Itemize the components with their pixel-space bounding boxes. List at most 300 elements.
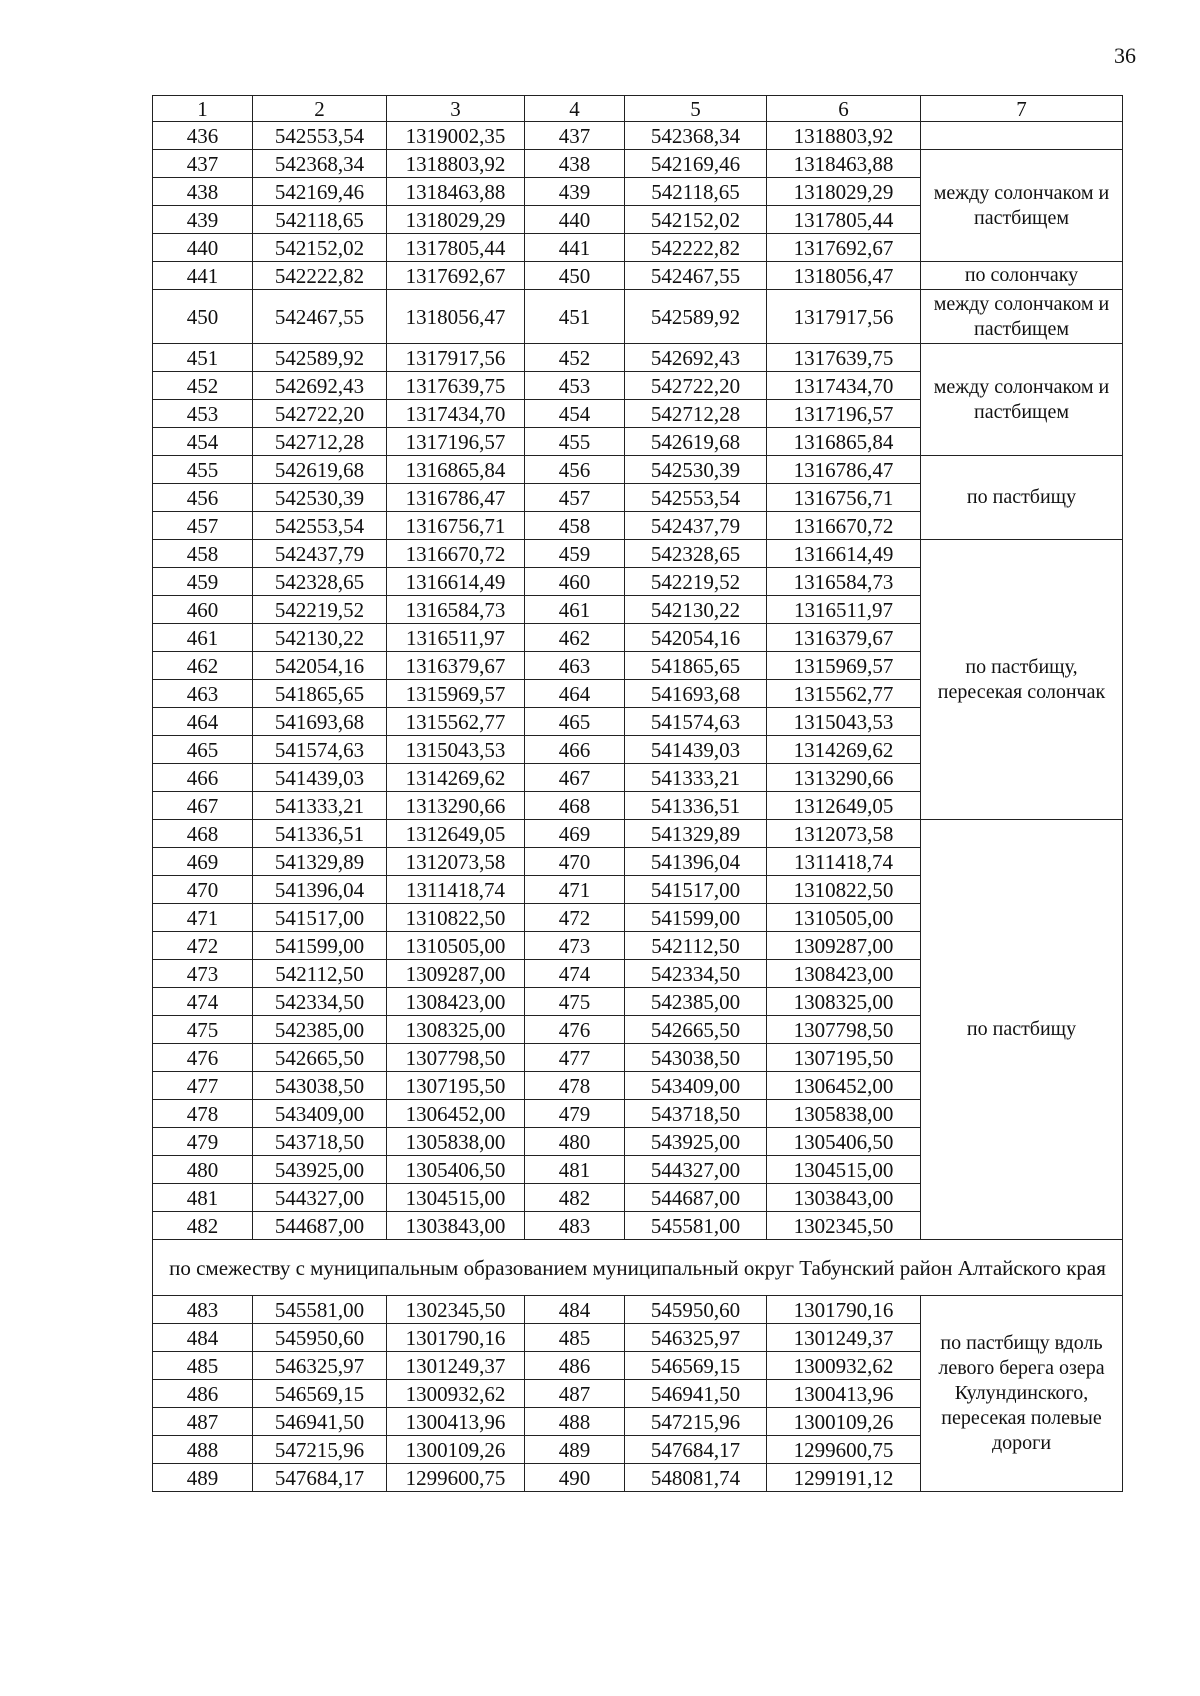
point-to-cell: 438 [525,150,625,178]
x-from-cell: 541517,00 [253,904,387,932]
y-from-cell: 1313290,66 [387,792,525,820]
x-from-cell: 542334,50 [253,988,387,1016]
x-from-cell: 542619,68 [253,456,387,484]
y-to-cell: 1316865,84 [767,428,921,456]
point-to-cell: 454 [525,400,625,428]
y-to-cell: 1316786,47 [767,456,921,484]
x-from-cell: 546941,50 [253,1408,387,1436]
x-to-cell: 547215,96 [625,1408,767,1436]
section-heading-row [153,1240,1123,1296]
point-from-cell: 489 [153,1464,253,1492]
x-to-cell: 541599,00 [625,904,767,932]
y-from-cell: 1310505,00 [387,932,525,960]
x-from-cell: 542169,46 [253,178,387,206]
x-from-cell: 542712,28 [253,428,387,456]
y-to-cell: 1316511,97 [767,596,921,624]
boundary-description-cell [921,122,1123,150]
x-from-cell: 542692,43 [253,372,387,400]
y-to-cell: 1306452,00 [767,1072,921,1100]
x-to-cell: 542530,39 [625,456,767,484]
point-to-cell: 453 [525,372,625,400]
y-to-cell: 1300413,96 [767,1380,921,1408]
y-to-cell: 1313290,66 [767,764,921,792]
point-from-cell: 481 [153,1184,253,1212]
point-to-cell: 465 [525,708,625,736]
x-from-cell: 544687,00 [253,1212,387,1240]
point-from-cell: 459 [153,568,253,596]
x-from-cell: 542112,50 [253,960,387,988]
point-to-cell: 450 [525,262,625,290]
y-to-cell: 1317805,44 [767,206,921,234]
boundary-description-cell: по пастбищу [921,820,1123,1240]
point-to-cell: 484 [525,1296,625,1324]
point-from-cell: 485 [153,1352,253,1380]
x-to-cell: 546569,15 [625,1352,767,1380]
y-to-cell: 1312073,58 [767,820,921,848]
y-to-cell: 1303843,00 [767,1184,921,1212]
x-to-cell: 543718,50 [625,1100,767,1128]
section-heading: по смежеству с муниципальным образованием муниципальный округ Табунский район Алтайского края [153,1240,1123,1296]
point-to-cell: 489 [525,1436,625,1464]
x-from-cell: 547684,17 [253,1464,387,1492]
x-from-cell: 542368,34 [253,150,387,178]
point-to-cell: 474 [525,960,625,988]
y-to-cell: 1304515,00 [767,1156,921,1184]
x-to-cell: 545950,60 [625,1296,767,1324]
point-from-cell: 468 [153,820,253,848]
point-to-cell: 455 [525,428,625,456]
point-to-cell: 468 [525,792,625,820]
table-row [153,1296,1123,1324]
x-to-cell: 541329,89 [625,820,767,848]
point-to-cell: 439 [525,178,625,206]
boundary-description-cell: между солончаком и пастбищем [921,344,1123,456]
x-from-cell: 542328,65 [253,568,387,596]
point-from-cell: 476 [153,1044,253,1072]
x-from-cell: 542385,00 [253,1016,387,1044]
table-row [153,344,1123,372]
y-to-cell: 1314269,62 [767,736,921,764]
y-to-cell: 1301790,16 [767,1296,921,1324]
point-from-cell: 465 [153,736,253,764]
y-from-cell: 1301790,16 [387,1324,525,1352]
point-to-cell: 476 [525,1016,625,1044]
x-from-cell: 543409,00 [253,1100,387,1128]
boundary-description-cell: по пастбищу, пересекая солончак [921,540,1123,820]
x-to-cell: 548081,74 [625,1464,767,1492]
column-header-1: 1 [153,96,253,122]
point-to-cell: 467 [525,764,625,792]
y-from-cell: 1317917,56 [387,344,525,372]
point-from-cell: 466 [153,764,253,792]
y-from-cell: 1317196,57 [387,428,525,456]
y-from-cell: 1307195,50 [387,1072,525,1100]
y-from-cell: 1310822,50 [387,904,525,932]
x-to-cell: 542722,20 [625,372,767,400]
point-to-cell: 480 [525,1128,625,1156]
x-to-cell: 542619,68 [625,428,767,456]
x-from-cell: 546325,97 [253,1352,387,1380]
table-row [153,290,1123,344]
y-from-cell: 1315043,53 [387,736,525,764]
x-from-cell: 541336,51 [253,820,387,848]
x-from-cell: 542437,79 [253,540,387,568]
y-from-cell: 1318029,29 [387,206,525,234]
point-to-cell: 441 [525,234,625,262]
table-row [153,456,1123,484]
x-to-cell: 542553,54 [625,484,767,512]
x-to-cell: 542712,28 [625,400,767,428]
point-to-cell: 452 [525,344,625,372]
x-from-cell: 542553,54 [253,122,387,150]
x-from-cell: 542054,16 [253,652,387,680]
y-to-cell: 1315562,77 [767,680,921,708]
y-to-cell: 1300109,26 [767,1408,921,1436]
x-to-cell: 542692,43 [625,344,767,372]
column-header-4: 4 [525,96,625,122]
y-to-cell: 1312649,05 [767,792,921,820]
x-from-cell: 546569,15 [253,1380,387,1408]
point-to-cell: 462 [525,624,625,652]
point-from-cell: 461 [153,624,253,652]
point-from-cell: 462 [153,652,253,680]
point-from-cell: 440 [153,234,253,262]
boundary-description-cell: по солончаку [921,262,1123,290]
x-from-cell: 541329,89 [253,848,387,876]
column-header-7: 7 [921,96,1123,122]
point-from-cell: 471 [153,904,253,932]
point-from-cell: 480 [153,1156,253,1184]
point-to-cell: 459 [525,540,625,568]
x-from-cell: 541574,63 [253,736,387,764]
y-to-cell: 1310822,50 [767,876,921,904]
x-to-cell: 546325,97 [625,1324,767,1352]
x-to-cell: 545581,00 [625,1212,767,1240]
y-from-cell: 1317692,67 [387,262,525,290]
y-to-cell: 1315043,53 [767,708,921,736]
x-to-cell: 542334,50 [625,960,767,988]
point-from-cell: 488 [153,1436,253,1464]
x-to-cell: 542589,92 [625,290,767,344]
point-from-cell: 473 [153,960,253,988]
point-to-cell: 477 [525,1044,625,1072]
y-to-cell: 1316379,67 [767,624,921,652]
x-from-cell: 542553,54 [253,512,387,540]
y-from-cell: 1316865,84 [387,456,525,484]
x-from-cell: 542118,65 [253,206,387,234]
x-to-cell: 544687,00 [625,1184,767,1212]
point-to-cell: 490 [525,1464,625,1492]
y-from-cell: 1319002,35 [387,122,525,150]
point-to-cell: 481 [525,1156,625,1184]
x-from-cell: 541439,03 [253,764,387,792]
y-from-cell: 1318463,88 [387,178,525,206]
point-to-cell: 464 [525,680,625,708]
header-row [153,96,1123,122]
point-from-cell: 477 [153,1072,253,1100]
y-to-cell: 1309287,00 [767,932,921,960]
y-from-cell: 1312649,05 [387,820,525,848]
y-from-cell: 1317805,44 [387,234,525,262]
point-from-cell: 479 [153,1128,253,1156]
table-row [153,122,1123,150]
point-from-cell: 436 [153,122,253,150]
x-to-cell: 542467,55 [625,262,767,290]
y-to-cell: 1310505,00 [767,904,921,932]
y-to-cell: 1318056,47 [767,262,921,290]
point-from-cell: 482 [153,1212,253,1240]
point-from-cell: 478 [153,1100,253,1128]
y-from-cell: 1314269,62 [387,764,525,792]
point-to-cell: 482 [525,1184,625,1212]
y-from-cell: 1316379,67 [387,652,525,680]
x-from-cell: 541396,04 [253,876,387,904]
y-from-cell: 1318056,47 [387,290,525,344]
column-header-3: 3 [387,96,525,122]
y-to-cell: 1299600,75 [767,1436,921,1464]
y-from-cell: 1303843,00 [387,1212,525,1240]
y-from-cell: 1305838,00 [387,1128,525,1156]
point-to-cell: 466 [525,736,625,764]
y-to-cell: 1317639,75 [767,344,921,372]
y-from-cell: 1308423,00 [387,988,525,1016]
point-to-cell: 440 [525,206,625,234]
y-from-cell: 1304515,00 [387,1184,525,1212]
point-to-cell: 470 [525,848,625,876]
x-from-cell: 545950,60 [253,1324,387,1352]
y-from-cell: 1299600,75 [387,1464,525,1492]
x-to-cell: 543925,00 [625,1128,767,1156]
y-to-cell: 1308325,00 [767,988,921,1016]
x-from-cell: 541693,68 [253,708,387,736]
column-header-6: 6 [767,96,921,122]
x-from-cell: 542589,92 [253,344,387,372]
x-to-cell: 542222,82 [625,234,767,262]
point-from-cell: 467 [153,792,253,820]
point-to-cell: 483 [525,1212,625,1240]
point-from-cell: 438 [153,178,253,206]
point-from-cell: 458 [153,540,253,568]
point-to-cell: 487 [525,1380,625,1408]
point-to-cell: 456 [525,456,625,484]
x-from-cell: 542722,20 [253,400,387,428]
point-from-cell: 456 [153,484,253,512]
point-to-cell: 472 [525,904,625,932]
y-from-cell: 1300109,26 [387,1436,525,1464]
x-to-cell: 542385,00 [625,988,767,1016]
x-from-cell: 541333,21 [253,792,387,820]
x-from-cell: 542530,39 [253,484,387,512]
point-to-cell: 485 [525,1324,625,1352]
x-from-cell: 542665,50 [253,1044,387,1072]
y-to-cell: 1316614,49 [767,540,921,568]
x-to-cell: 542054,16 [625,624,767,652]
y-to-cell: 1316670,72 [767,512,921,540]
table-row [153,150,1123,178]
point-from-cell: 483 [153,1296,253,1324]
point-to-cell: 475 [525,988,625,1016]
y-to-cell: 1316756,71 [767,484,921,512]
point-from-cell: 457 [153,512,253,540]
x-to-cell: 542112,50 [625,932,767,960]
point-from-cell: 484 [153,1324,253,1352]
point-from-cell: 455 [153,456,253,484]
y-to-cell: 1317434,70 [767,372,921,400]
x-to-cell: 544327,00 [625,1156,767,1184]
y-from-cell: 1317639,75 [387,372,525,400]
y-from-cell: 1315562,77 [387,708,525,736]
y-from-cell: 1301249,37 [387,1352,525,1380]
y-to-cell: 1316584,73 [767,568,921,596]
point-to-cell: 460 [525,568,625,596]
y-from-cell: 1317434,70 [387,400,525,428]
y-to-cell: 1307195,50 [767,1044,921,1072]
point-to-cell: 478 [525,1072,625,1100]
x-from-cell: 544327,00 [253,1184,387,1212]
point-from-cell: 463 [153,680,253,708]
y-from-cell: 1307798,50 [387,1044,525,1072]
point-to-cell: 486 [525,1352,625,1380]
y-from-cell: 1300932,62 [387,1380,525,1408]
point-to-cell: 469 [525,820,625,848]
y-to-cell: 1308423,00 [767,960,921,988]
x-to-cell: 542152,02 [625,206,767,234]
point-from-cell: 464 [153,708,253,736]
x-to-cell: 547684,17 [625,1436,767,1464]
y-from-cell: 1315969,57 [387,680,525,708]
y-from-cell: 1312073,58 [387,848,525,876]
point-from-cell: 450 [153,290,253,344]
x-from-cell: 543718,50 [253,1128,387,1156]
y-from-cell: 1316614,49 [387,568,525,596]
x-to-cell: 546941,50 [625,1380,767,1408]
y-to-cell: 1317917,56 [767,290,921,344]
y-from-cell: 1316670,72 [387,540,525,568]
x-to-cell: 541396,04 [625,848,767,876]
point-from-cell: 469 [153,848,253,876]
point-from-cell: 451 [153,344,253,372]
y-to-cell: 1311418,74 [767,848,921,876]
boundary-description-cell: между солончаком и пастбищем [921,150,1123,262]
point-from-cell: 472 [153,932,253,960]
x-from-cell: 542152,02 [253,234,387,262]
y-from-cell: 1311418,74 [387,876,525,904]
y-to-cell: 1318463,88 [767,150,921,178]
y-to-cell: 1305406,50 [767,1128,921,1156]
point-from-cell: 453 [153,400,253,428]
y-to-cell: 1305838,00 [767,1100,921,1128]
y-to-cell: 1302345,50 [767,1212,921,1240]
y-from-cell: 1318803,92 [387,150,525,178]
y-from-cell: 1316756,71 [387,512,525,540]
page-number: 36 [1114,43,1136,68]
y-to-cell: 1317692,67 [767,234,921,262]
point-to-cell: 458 [525,512,625,540]
y-from-cell: 1300413,96 [387,1408,525,1436]
point-to-cell: 457 [525,484,625,512]
table-row [153,262,1123,290]
point-from-cell: 441 [153,262,253,290]
x-from-cell: 542222,82 [253,262,387,290]
boundary-description-cell: по пастбищу [921,456,1123,540]
x-from-cell: 541599,00 [253,932,387,960]
x-from-cell: 541865,65 [253,680,387,708]
column-header-2: 2 [253,96,387,122]
boundary-coordinates-table [152,95,1123,1492]
point-from-cell: 454 [153,428,253,456]
point-to-cell: 479 [525,1100,625,1128]
x-to-cell: 543409,00 [625,1072,767,1100]
y-to-cell: 1318029,29 [767,178,921,206]
y-to-cell: 1317196,57 [767,400,921,428]
x-to-cell: 542437,79 [625,512,767,540]
point-to-cell: 473 [525,932,625,960]
x-to-cell: 541333,21 [625,764,767,792]
x-to-cell: 541574,63 [625,708,767,736]
x-from-cell: 542219,52 [253,596,387,624]
point-to-cell: 461 [525,596,625,624]
point-to-cell: 437 [525,122,625,150]
x-to-cell: 542328,65 [625,540,767,568]
point-from-cell: 474 [153,988,253,1016]
y-from-cell: 1316584,73 [387,596,525,624]
y-from-cell: 1306452,00 [387,1100,525,1128]
point-from-cell: 437 [153,150,253,178]
boundary-description-cell: между солончаком и пастбищем [921,290,1123,344]
x-from-cell: 543038,50 [253,1072,387,1100]
point-from-cell: 460 [153,596,253,624]
point-from-cell: 439 [153,206,253,234]
table-row [153,540,1123,568]
y-to-cell: 1299191,12 [767,1464,921,1492]
point-from-cell: 470 [153,876,253,904]
y-from-cell: 1309287,00 [387,960,525,988]
x-to-cell: 542665,50 [625,1016,767,1044]
x-to-cell: 542219,52 [625,568,767,596]
y-to-cell: 1301249,37 [767,1324,921,1352]
x-to-cell: 542118,65 [625,178,767,206]
point-to-cell: 471 [525,876,625,904]
point-from-cell: 486 [153,1380,253,1408]
x-to-cell: 541865,65 [625,652,767,680]
point-to-cell: 451 [525,290,625,344]
x-to-cell: 542368,34 [625,122,767,150]
point-from-cell: 475 [153,1016,253,1044]
x-from-cell: 542467,55 [253,290,387,344]
point-to-cell: 488 [525,1408,625,1436]
x-to-cell: 541439,03 [625,736,767,764]
x-to-cell: 541693,68 [625,680,767,708]
y-to-cell: 1315969,57 [767,652,921,680]
y-from-cell: 1316511,97 [387,624,525,652]
x-to-cell: 543038,50 [625,1044,767,1072]
point-from-cell: 452 [153,372,253,400]
y-from-cell: 1305406,50 [387,1156,525,1184]
point-to-cell: 463 [525,652,625,680]
x-to-cell: 541517,00 [625,876,767,904]
y-to-cell: 1300932,62 [767,1352,921,1380]
y-from-cell: 1316786,47 [387,484,525,512]
y-from-cell: 1308325,00 [387,1016,525,1044]
point-from-cell: 487 [153,1408,253,1436]
x-from-cell: 547215,96 [253,1436,387,1464]
x-from-cell: 543925,00 [253,1156,387,1184]
x-to-cell: 542169,46 [625,150,767,178]
y-to-cell: 1307798,50 [767,1016,921,1044]
y-to-cell: 1318803,92 [767,122,921,150]
y-from-cell: 1302345,50 [387,1296,525,1324]
x-to-cell: 541336,51 [625,792,767,820]
